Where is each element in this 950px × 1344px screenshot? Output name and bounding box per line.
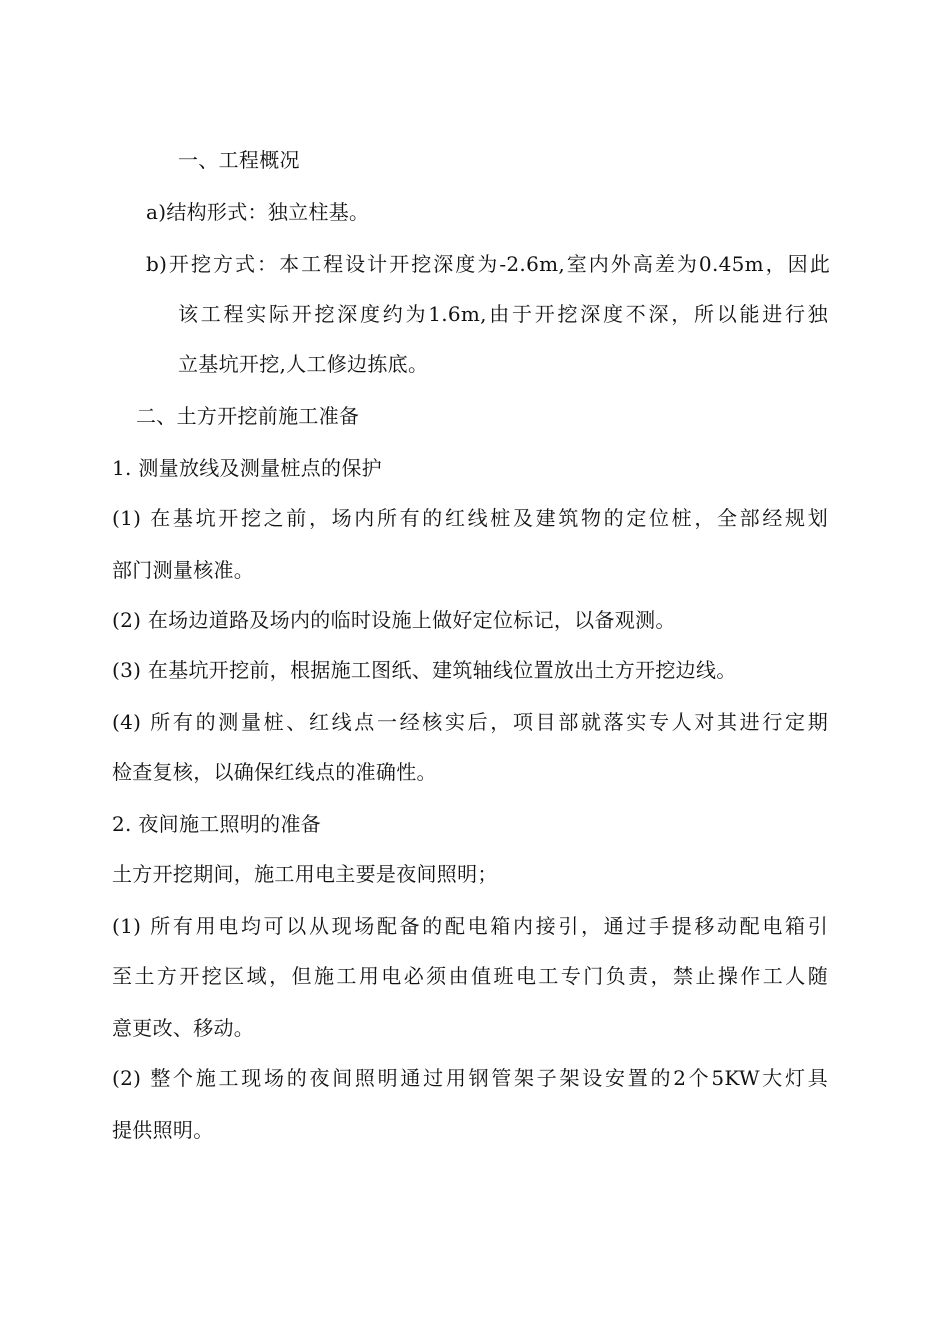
survey-paragraph-3: (3) 在基坑开挖前，根据施工图纸、建筑轴线位置放出土方开挖边线。 [112, 658, 737, 682]
excavation-method-line-3: 立基坑开挖,人工修边拣底。 [178, 352, 429, 376]
lighting-intro: 土方开挖期间，施工用电主要是夜间照明； [112, 862, 498, 886]
lighting-paragraph-1-line-1: (1) 所有用电均可以从现场配备的配电箱内接引，通过手提移动配电箱引 [112, 914, 828, 938]
survey-paragraph-2: (2) 在场边道路及场内的临时设施上做好定位标记，以备观测。 [112, 608, 676, 632]
structure-form-item: a)结构形式：独立柱基。 [146, 200, 370, 224]
survey-paragraph-4-line-2: 检查复核，以确保红线点的准确性。 [112, 760, 437, 784]
section-2-heading: 二、土方开挖前施工准备 [136, 404, 360, 428]
lighting-paragraph-2-line-2: 提供照明。 [112, 1118, 214, 1142]
survey-paragraph-1-line-1: (1) 在基坑开挖之前，场内所有的红线桩及建筑物的定位桩，全部经规划 [112, 506, 828, 530]
survey-paragraph-4-line-1: (4) 所有的测量桩、红线点一经核实后，项目部就落实专人对其进行定期 [112, 710, 828, 734]
survey-paragraph-1-line-2: 部门测量核准。 [112, 558, 255, 582]
lighting-paragraph-1-line-2: 至土方开挖区域，但施工用电必须由值班电工专门负责，禁止操作工人随 [112, 964, 828, 988]
subsection-1-heading: 1. 测量放线及测量桩点的保护 [112, 456, 382, 480]
subsection-2-heading: 2. 夜间施工照明的准备 [112, 812, 322, 836]
lighting-paragraph-2-line-1: (2) 整个施工现场的夜间照明通过用钢管架子架设安置的2个5KW大灯具 [112, 1066, 828, 1090]
lighting-paragraph-1-line-3: 意更改、移动。 [112, 1016, 255, 1040]
excavation-method-line-1: b)开挖方式：本工程设计开挖深度为-2.6m,室内外高差为0.45m，因此 [146, 252, 830, 276]
section-1-heading: 一、工程概况 [178, 148, 300, 172]
excavation-method-line-2: 该工程实际开挖深度约为1.6m,由于开挖深度不深，所以能进行独 [178, 302, 828, 326]
